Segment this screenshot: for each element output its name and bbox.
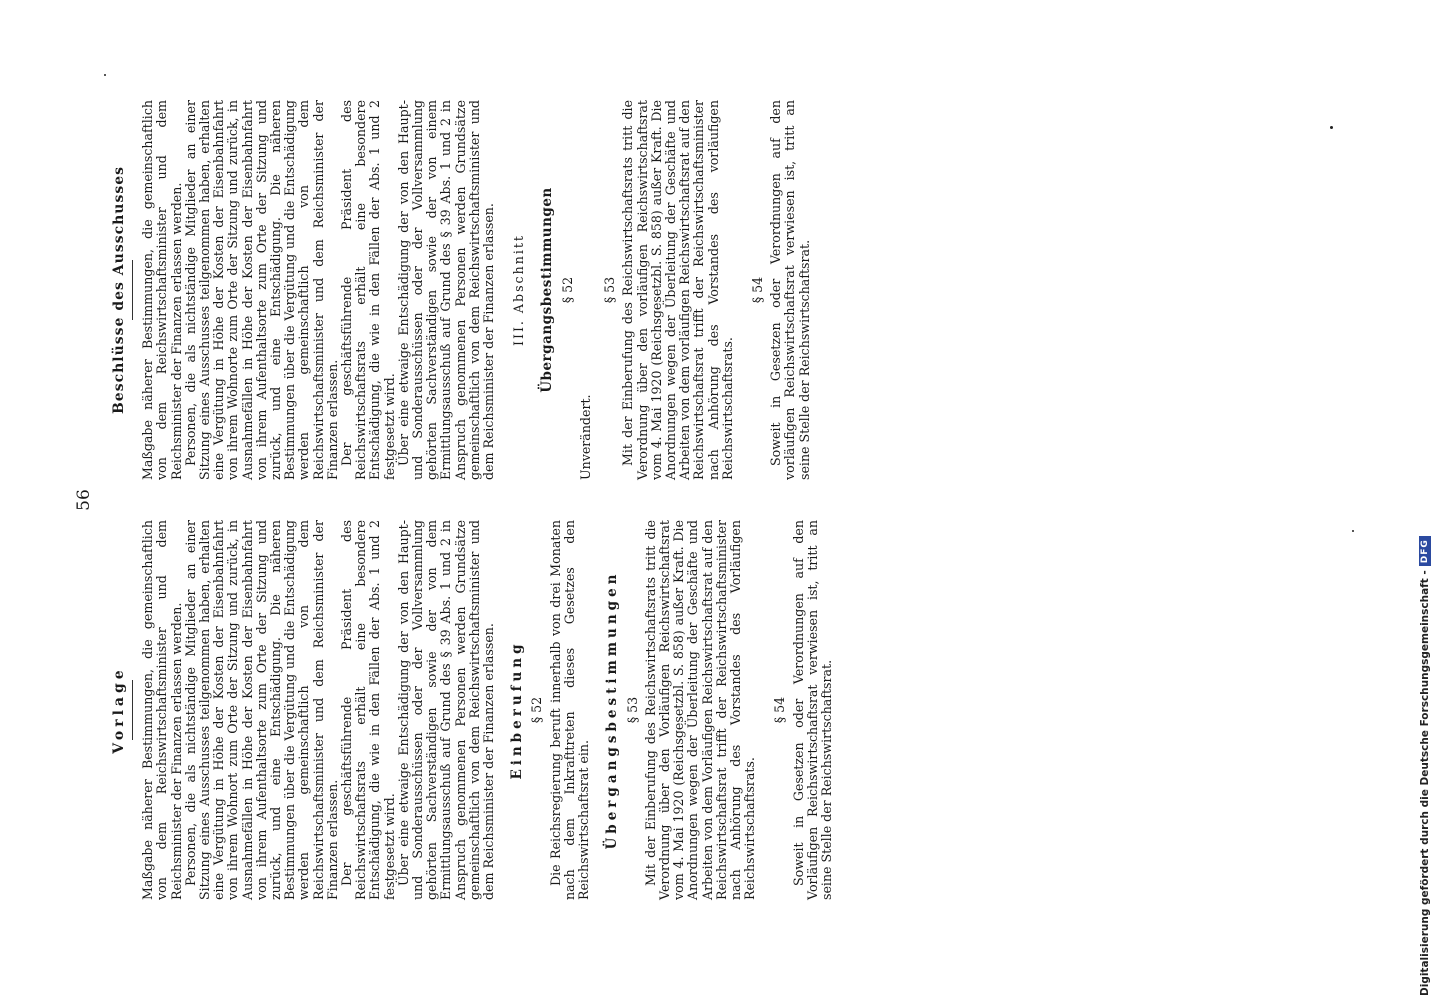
left-column-header: Vorlage <box>111 666 127 754</box>
credit-text: Digitalisierung gefördert durch die Deutsche Forschungsgemeinschaft - <box>1419 570 1431 996</box>
paragraph: Personen, die als nichtständige Mitglieder an einer Sitzung eines Ausschusses teilgenommen haben, erhalten eine Vergütung in Höhe der Kosten der Eisenbahnfahrt von ihrem Wohnort zum Orte der Sitzung und zurück, in Ausnahmefällen in Höhe der Kosten der Eisenbahnfahrt von ihrem Aufenthaltsorte zum Orte der Sitzung und zurück, und eine Entschädigung. Die näheren Bestimmungen über die Vergütung und die Entschädigung werden gemeinschaftlich von dem Reichswirtschaftsminister und dem Reichsminister der Finanzen erlassen. <box>182 520 340 900</box>
paragraph-number: § 52 <box>559 276 575 304</box>
document-page <box>52 60 1312 940</box>
section-text: Mit der Einberufung des Reichswirtschaftsrats tritt die Verordnung über den Vorläufigen Reichswirtschaftsrat vom 4. Mai 1920 (Reichsgesetzbl. S. 858) außer Kraft. Die Anordnungen wegen der Überleitung der Geschäfte und Arbeiten von dem Vorläufigen Reichswirtschaftsrat auf den Reichswirtschaftsrat trifft der Reichswirtschaftsminister nach Anhörung des Vorstandes des Vorläufigen Reichswirtschaftsrats. <box>642 520 758 900</box>
paragraph-number: § 53 <box>624 696 640 724</box>
paragraph: Der geschäftsführende Präsident des Reichswirtschaftsrats erhält eine besondere Entschädigung, die wie in den Fällen der Abs. 1 und 2 festgesetzt wird. <box>339 100 397 480</box>
header-rule <box>132 260 133 320</box>
dfg-logo: DFG <box>1419 536 1431 566</box>
paragraph: Über eine etwaige Entschädigung der von den Haupt- und Sonderausschüssen oder der Vollversammlung gehörten Sachverständigen sowie der von einem Ermittlungsausschuß auf Grund des § 39 Abs. 1 und 2 in Anspruch genommenen Personen werden Grundsätze gemeinschaftlich von dem Reichswirtschaftsminister und dem Reichsminister der Finanzen erlassen. <box>395 100 497 480</box>
paragraph: Maßgabe näherer Bestimmungen, die gemeinschaftlich von dem Reichswirtschaftsminister und dem Reichsminister der Finanzen erlassen werden. <box>140 520 184 900</box>
section-text: Soweit in Gesetzen oder Verordnungen auf den Vorläufigen Reichswirtschaftsrat verwiesen ist, tritt an seine Stelle der Reichswirtschaftsrat. <box>790 520 834 900</box>
paragraph-number: § 54 <box>772 696 788 724</box>
section-abschnitt-label: III. Abschnitt <box>511 234 527 346</box>
section-text: Unverändert. <box>577 394 593 480</box>
right-column-beschluesse <box>112 100 812 480</box>
page-number: 56 <box>74 489 94 511</box>
scan-speck <box>1352 530 1354 532</box>
header-rule <box>132 680 133 740</box>
right-column-header: Beschlüsse des Ausschusses <box>111 165 127 415</box>
section-heading-einberufung: Einberufung <box>509 640 526 780</box>
paragraph: Der geschäftsführende Präsident des Reichswirtschaftsrats erhält eine besondere Entschädigung, die wie in den Fällen der Abs. 1 und 2 festgesetzt wird. <box>339 520 397 900</box>
scan-speck <box>1330 126 1333 129</box>
section-text: Mit der Einberufung des Reichswirtschaftsrats tritt die Verordnung über den vorläufigen Reichswirtschaftsrat vom 4. Mai 1920 (Reichsgesetzbl. S. 858) außer Kraft. Die Anordnungen wegen der Überleitung der Geschäfte und Arbeiten von dem vorläufigen Reichswirtschaftsrat auf den Reichswirtschaftsrat trifft der Reichswirtschaftsminister nach Anhörung des Vorstandes des vorläufigen Reichswirtschaftsrats. <box>620 100 735 480</box>
paragraph-number: § 52 <box>529 696 545 724</box>
paragraph: Personen, die als nichtständige Mitglieder an einer Sitzung eines Ausschusses teilgenommen haben, erhalten eine Vergütung in Höhe der Kosten der Eisenbahnfahrt von ihrem Wohnorte zum Orte der Sitzung und zurück, in Ausnahmefällen in Höhe der Kosten der Eisenbahnfahrt von ihrem Aufenthaltsorte zum Orte der Sitzung und zurück, und eine Entschädigung. Die näheren Bestimmungen über die Vergütung und die Entschädigung werden gemeinschaftlich von dem Reichswirtschaftsminister und dem Reichsminister der Finanzen erlassen. <box>182 100 340 480</box>
left-column-vorlage <box>112 520 834 900</box>
paragraph: Über eine etwaige Entschädigung der von den Haupt- und Sonderausschüssen oder der Vollversammlung gehörten Sachverständigen sowie der von dem Ermittlungsausschuß auf Grund des § 39 Abs. 1 und 2 in Anspruch genommenen Personen werden Grundsätze gemeinschaftlich von dem Reichswirtschaftsminister und dem Reichsminister der Finanzen erlassen. <box>395 520 497 900</box>
paragraph: Maßgabe näherer Bestimmungen, die gemeinschaftlich von dem Reichswirtschaftsminister und dem Reichsminister der Finanzen erlassen werden. <box>140 100 184 480</box>
section-heading-uebergang: Übergangsbestimmungen <box>539 187 556 393</box>
section-heading-uebergang: Übergangsbestimmungen <box>604 570 621 850</box>
paragraph-number: § 53 <box>602 276 618 304</box>
section-text: Soweit in Gesetzen oder Verordnungen auf den vorläufigen Reichswirtschaftsrat verwiesen ist, tritt an seine Stelle der Reichswirtschaftsrat. <box>768 100 812 480</box>
paragraph-number: § 54 <box>749 276 765 304</box>
section-text: Die Reichsregierung beruft innerhalb von drei Monaten nach dem Inkrafttreten dieses Gesetzes den Reichswirtschaftsrat ein. <box>547 520 592 900</box>
digitization-credit <box>1417 0 1433 996</box>
